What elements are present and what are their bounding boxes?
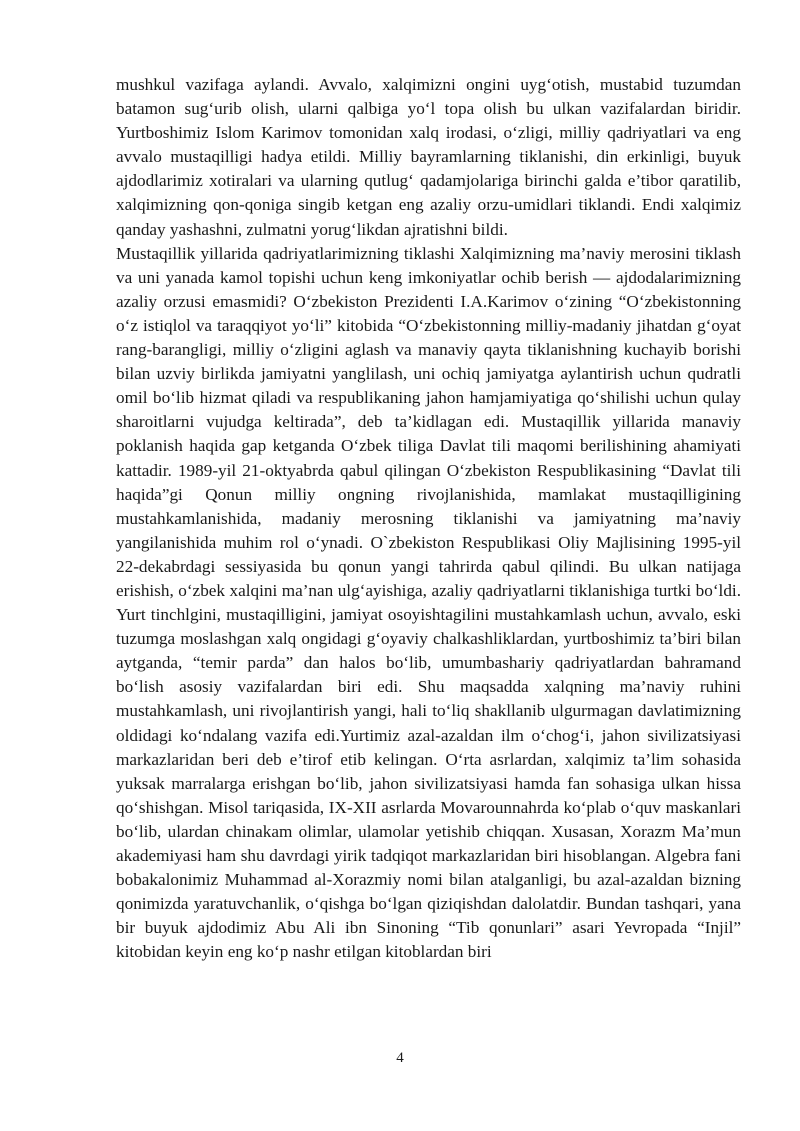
page-number: 4	[396, 1050, 404, 1066]
paragraph: Mustaqillik yillarida qadriyatlarimizning tiklashi Xalqimizning ma’naviy merosini tiklash va uni yanada kamol topishi uchun keng imkoniyatlar ochib berish — ajdodalarimizning azaliy orzusi emasmidi? O‘zbekiston Prezidenti I.A.Karimov o‘zining “O‘zbekistonning o‘z istiqlol va taraqqiyot yo‘li” kitobida “O‘zbekistonning milliy-madaniy jihatdan g‘oyat rang-barangligi, milliy o‘zligini aglash va manaviy qayta tiklanishning kuchayib borishi bilan uzviy birlikda jamiyatni yanglilash, uni ochiq jamiyatga aylantirish uchun qudratli omil bo‘lib hizmat qiladi va respublikaning jahon hamjamiyatiga qo‘shilishi uchun qulay sharoitlarni vujudga keltirada”, deb ta’kidlagan edi. Mustaqillik yillarida manaviy poklanish haqida gap ketganda O‘zbek tiliga Davlat tili maqomi berilishining ahamiyati kattadir. 1989-yil 21-oktyabrda qabul qilingan O‘zbekiston Respublikasining “Davlat tili haqida”gi Qonun milliy ongning rivojlanishida, mamlakat mustaqilligining mustahkamlanishida, madaniy merosning tiklanishi va jamiyatning ma’naviy yangilanishida muhim rol o‘ynadi. O`zbekiston Respublikasi Oliy Majlisining 1995-yil 22-dekabrdagi sessiyasida bu qonun yangi tahrirda qabul qilindi. Bu ulkan natijaga erishish, o‘zbek xalqini ma’nan ulg‘ayishiga, azaliy qadriyatlarni tiklanishiga turtki bo‘ldi. Yurt tinchlgini, mustaqilligini, jamiyat osoyishtagilini mustahkamlash uchun, avvalo, eski tuzumga moslashgan xalq ongidagi g‘oyaviy chalkashliklardan, yurtboshimiz ta’biri bilan aytganda, “temir parda” dan halos bo‘lib, umumbashariy qadriyatlardan bahramand bo‘lish asosiy vazifalardan biri edi. Shu maqsadda xalqning ma’naviy ruhini mustahkamlash, uni rivojlantirish yangi, hali to‘liq shakllanib ulgurmagan davlatimizning oldidagi ko‘ndalang vazifa edi.Yurtimiz azal-azaldan ilm o‘chog‘i, jahon sivilizatsiyasi markazlaridan beri deb e’tirof etib kelingan. O‘rta asrlardan, xalqimiz ta’lim sohasida yuksak marralarga erishgan bo‘lib, jahon sivilizatsiyasi hamda fan sohasiga ulkan hissa qo‘shishgan. Misol tariqasida, IX-XII asrlarda Movarounnahrda ko‘plab o‘quv maskanlari bo‘lib, ulardan chinakam olimlar, ulamolar yetishib chiqqan. Xusasan, Xorazm Ma’mun akademiyasi ham shu davrdagi yirik tadqiqot markazlaridan biri hisoblangan. Algebra fani bobakalonimiz Muhammad al-Xorazmiy nomi bilan atalganligi, bu azal-azaldan bizning qonimizda yaratuvchanlik, o‘qishga bo‘lgan qiziqishdan dalolatdir. Bundan tashqari, yana bir buyuk ajdodimiz Abu Ali ibn Sinoning “Tib qonunlari” asari Yevropada “Injil” kitobidan keyin eng ko‘p nashr etilgan kitoblardan biri	[116, 243, 741, 962]
paragraph: mushkul vazifaga aylandi. Avvalo, xalqimizni ongini uyg‘otish, mustabid tuzumdan batamon sug‘urib olish, ularni qalbiga yo‘l topa olish bu ulkan vazifalardan biridir. Yurtboshimiz Islom Karimov tomonidan xalq irodasi, o‘zligi, milliy qadriyatlari va eng avvalo mustaqilligi hadya etildi. Milliy bayramlarning tiklanishi, din erkinligi, buyuk ajdodlarimiz xotiralari va ularning qutlug‘ qadamjolariga birinchi galda e’tibor qaratilib, xalqimizning qon-qoniga singib ketgan eng azaliy orzu-umidlari tiklandi. Endi xalqimiz qanday yashashni, zulmatni yorug‘likdan ajratishni bildi.	[116, 75, 741, 239]
body-text	[116, 73, 741, 964]
